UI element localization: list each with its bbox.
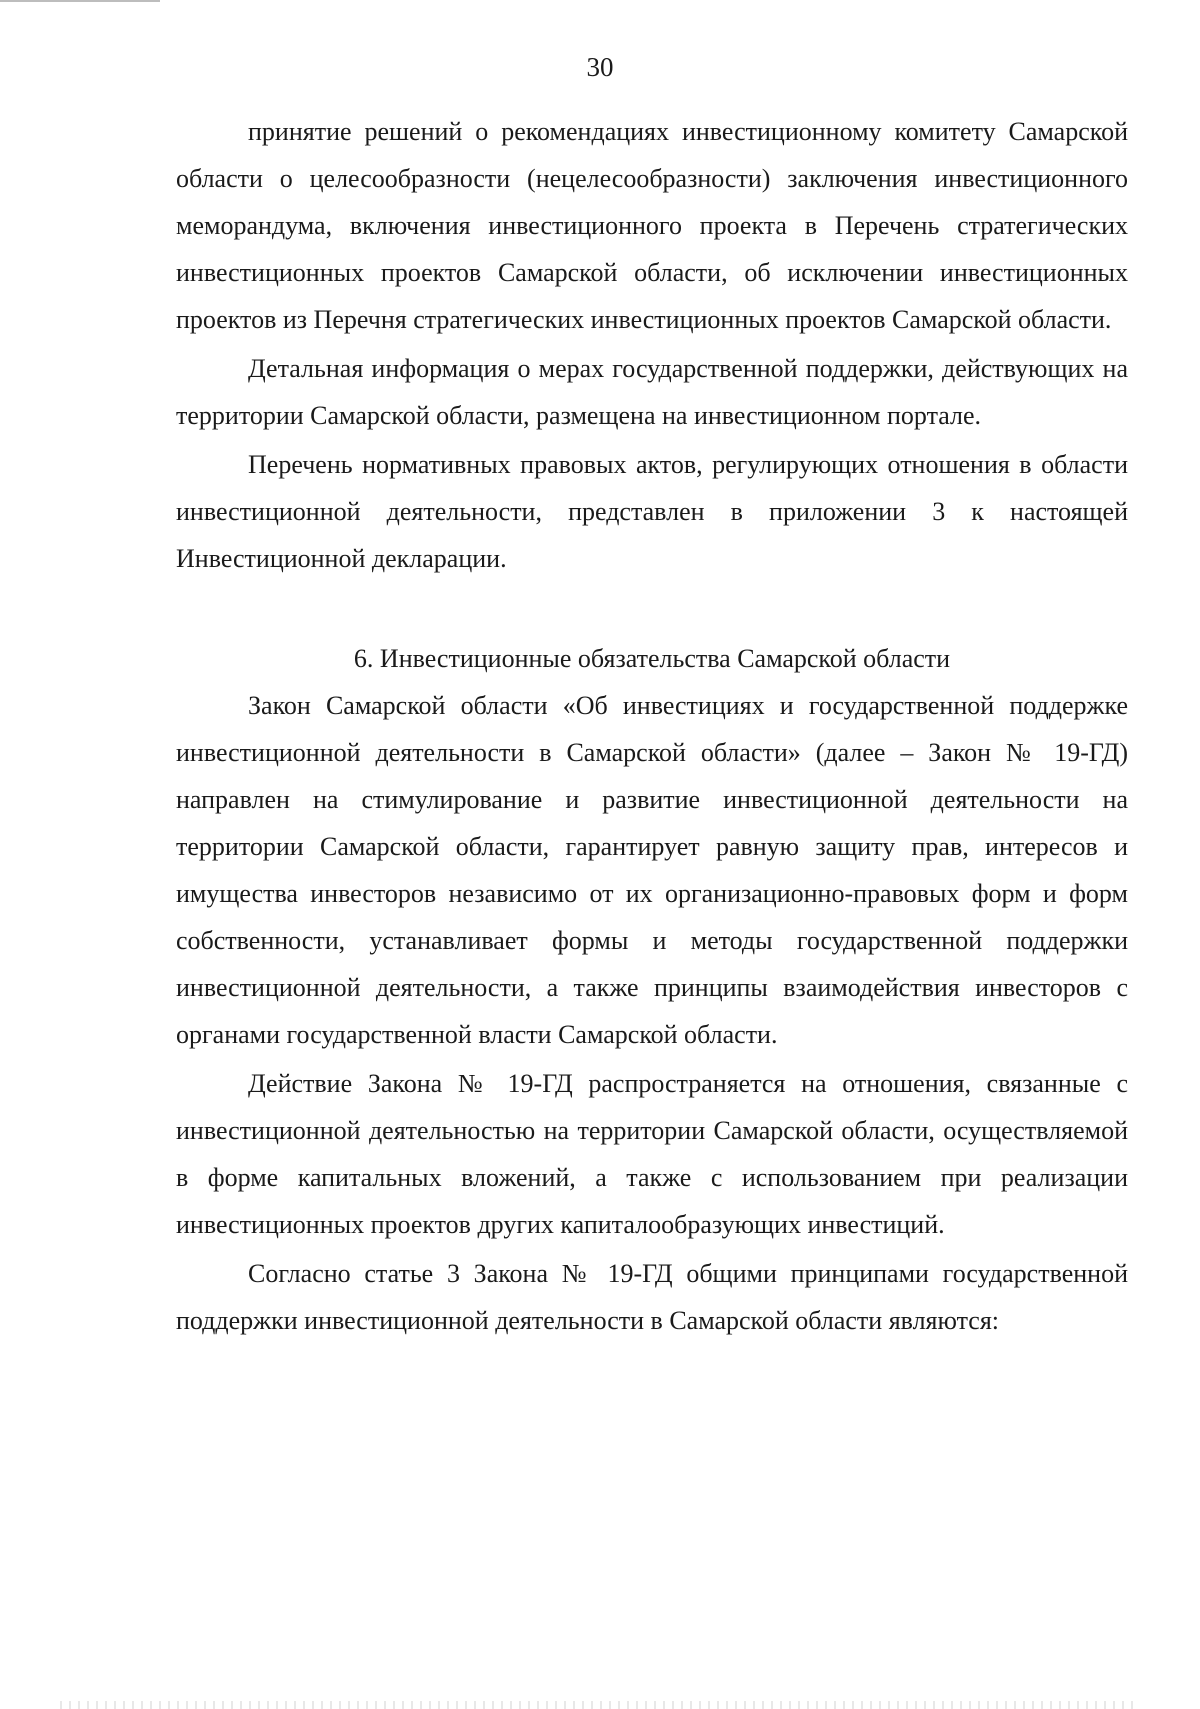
paragraph-5: Действие Закона № 19-ГД распространяется на отношения, связанные с инвестиционной деятельностью на территории Самарской области, осуществляемой в форме капитальных вложений, а также с использованием при реализации инвестиционных проектов других капиталообразующих инвестиций.	[176, 1069, 1128, 1239]
paragraph-1: принятие решений о рекомендациях инвестиционному комитету Самарской области о целесообразности (нецелесообразности) заключения инвестиционного меморандума, включения инвестиционного проекта в Перечень стратегических инвестиционных проектов Самарской области, об исключении инвестиционных проектов из Перечня стратегических инвестиционных проектов Самарской области.	[176, 117, 1128, 334]
page-number: 30	[586, 52, 614, 82]
paragraph-6: Согласно статье 3 Закона № 19-ГД общими принципами государственной поддержки инвестиционной деятельности в Самарской области являются:	[176, 1259, 1128, 1335]
document-body	[176, 108, 1128, 1344]
paragraph-2: Детальная информация о мерах государственной поддержки, действующих на территории Самарской области, размещена на инвестиционном портале.	[176, 354, 1128, 430]
scan-bottom-noise	[60, 1701, 1140, 1709]
paragraph-4: Закон Самарской области «Об инвестициях и государственной поддержке инвестиционной деятельности в Самарской области» (далее – Закон № 19-ГД) направлен на стимулирование и развитие инвестиционной деятельности на территории Самарской области, гарантирует равную защиту прав, интересов и имущества инвесторов независимо от их организационно-правовых форм и форм собственности, устанавливает формы и методы государственной поддержки инвестиционной деятельности, а также принципы взаимодействия инвесторов с органами государственной власти Самарской области.	[176, 691, 1128, 1049]
paragraph-3: Перечень нормативных правовых актов, регулирующих отношения в области инвестиционной деятельности, представлен в приложении 3 к настоящей Инвестиционной декларации.	[176, 450, 1128, 573]
scan-edge-artifact	[0, 0, 160, 2]
section-heading: 6. Инвестиционные обязательства Самарской области	[353, 644, 951, 673]
